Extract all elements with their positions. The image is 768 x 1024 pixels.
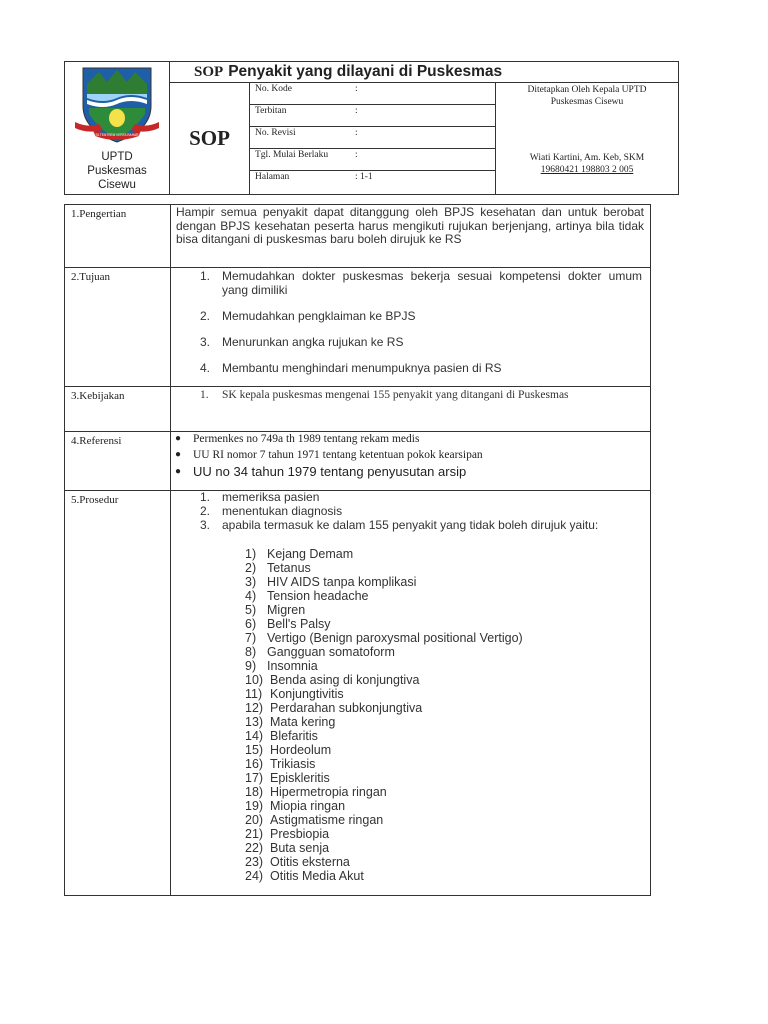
- meta-row-tanggal: [250, 149, 495, 171]
- logo-motto: TATA TENTREM KERTA RAHARJA: [91, 133, 143, 137]
- list-text: memeriksa pasien: [222, 490, 320, 504]
- signer: [496, 152, 678, 176]
- disease-number: 21): [245, 827, 264, 841]
- disease-name: Kejang Demam: [267, 547, 354, 561]
- disease-name: Presbiopia: [270, 827, 330, 841]
- list-text: Memudahkan dokter puskesmas bekerja sesuai kompetensi dokter umum yang dimiliki: [222, 269, 642, 297]
- list-text: apabila termasuk ke dalam 155 penyakit yang tidak boleh dirujuk yaitu:: [222, 518, 599, 532]
- meta-label: No. Revisi: [255, 128, 296, 138]
- bullet-icon: ●: [175, 466, 182, 477]
- row-kebijakan: [65, 387, 650, 432]
- title-prefix: SOP: [194, 64, 224, 80]
- disease-name: Konjungtivitis: [270, 687, 344, 701]
- disease-number: 8): [245, 645, 257, 659]
- meta-label: Halaman: [255, 172, 290, 182]
- disease-name: Migren: [267, 603, 306, 617]
- bullet-icon: ●: [175, 433, 182, 444]
- row-label: 4.Referensi: [71, 435, 122, 447]
- list-number: 2.: [200, 309, 211, 323]
- row-label-cell: [65, 387, 171, 431]
- disease-number: 2): [245, 561, 257, 575]
- regency-emblem-icon: [73, 64, 161, 144]
- disease-number: 20): [245, 813, 264, 827]
- disease-number: 9): [245, 659, 257, 673]
- disease-name: Tension headache: [267, 589, 369, 603]
- list-number: 3.: [200, 518, 211, 532]
- approval-line-2: Puskesmas Cisewu: [550, 97, 624, 107]
- disease-number: 17): [245, 771, 264, 785]
- list-number: 1.: [200, 389, 209, 401]
- meta-value: :: [355, 106, 358, 116]
- disease-name: Buta senja: [270, 841, 330, 855]
- approval-line-1: Ditetapkan Oleh Kepala UPTD: [527, 85, 647, 95]
- title-text: Penyakit yang dilayani di Puskesmas: [228, 63, 503, 80]
- row-label: 1.Pengertian: [71, 208, 127, 220]
- row-pengertian: [65, 205, 650, 268]
- bullet-icon: ●: [175, 449, 182, 460]
- disease-name: Episkleritis: [270, 771, 330, 785]
- disease-number: 14): [245, 729, 264, 743]
- meta-value: :: [355, 128, 358, 138]
- list-number: 1.: [200, 269, 211, 283]
- list-text: menentukan diagnosis: [222, 504, 343, 518]
- meta-value: :: [355, 84, 358, 94]
- list-number: 3.: [200, 335, 211, 349]
- approval-block: [496, 83, 678, 194]
- meta-label: Terbitan: [255, 106, 287, 116]
- title-cell: [170, 62, 678, 83]
- approval-title: [496, 84, 678, 108]
- disease-name: Hordeolum: [270, 743, 332, 757]
- disease-number: 23): [245, 855, 264, 869]
- row-referensi: [65, 432, 650, 491]
- row-label: 3.Kebijakan: [71, 390, 125, 402]
- list-number: 1.: [200, 490, 211, 504]
- meta-row-terbitan: [250, 105, 495, 127]
- disease-name: Bell's Palsy: [267, 617, 331, 631]
- row-label-cell: [65, 205, 171, 267]
- org-line-1: UPTD: [101, 151, 133, 163]
- signer-name: Wiati Kartini, Am. Keb, SKM: [529, 153, 645, 163]
- meta-row-revisi: [250, 127, 495, 149]
- list-text: Menurunkan angka rujukan ke RS: [222, 335, 404, 349]
- disease-name: Benda asing di konjungtiva: [270, 673, 420, 687]
- row-label-cell: [65, 432, 171, 490]
- list-number: 4.: [200, 361, 211, 375]
- meta-value: : 1-1: [355, 172, 373, 182]
- disease-number: 15): [245, 743, 264, 757]
- document-header: [64, 61, 679, 195]
- list-text: SK kepala puskesmas mengenai 155 penyakit yang ditangani di Puskesmas: [222, 389, 569, 401]
- disease-name: Tetanus: [267, 561, 311, 575]
- row-label: 2.Tujuan: [71, 271, 111, 283]
- sop-cell: [170, 83, 250, 194]
- row-label: 5.Prosedur: [71, 494, 119, 506]
- meta-table: [250, 83, 496, 194]
- disease-name: Otitis Media Akut: [270, 869, 364, 883]
- disease-number: 1): [245, 547, 257, 561]
- disease-number: 12): [245, 701, 264, 715]
- list-number: 2.: [200, 504, 211, 518]
- disease-number: 19): [245, 799, 264, 813]
- disease-name: Hipermetropia ringan: [270, 785, 387, 799]
- disease-name: Otitis eksterna: [270, 855, 350, 869]
- signer-nip: 19680421 198803 2 005: [540, 165, 634, 175]
- disease-number: 10): [245, 673, 264, 687]
- logo-cell: [65, 62, 170, 194]
- organization-name: [65, 150, 169, 192]
- row-prosedur: [65, 491, 650, 895]
- disease-name: Vertigo (Benign paroxysmal positional Vertigo): [267, 631, 523, 645]
- disease-number: 11): [245, 687, 263, 701]
- row-label-cell: [65, 268, 171, 386]
- meta-value: :: [355, 150, 358, 160]
- disease-name: HIV AIDS tanpa komplikasi: [267, 575, 417, 589]
- disease-number: 24): [245, 869, 264, 883]
- list-text: Memudahkan pengklaiman ke BPJS: [222, 309, 416, 323]
- list-text: UU RI nomor 7 tahun 1971 tentang ketentuan pokok kearsipan: [193, 449, 483, 461]
- disease-number: 5): [245, 603, 257, 617]
- disease-name: Blefaritis: [270, 729, 318, 743]
- meta-row-kode: [250, 83, 495, 105]
- disease-number: 3): [245, 575, 257, 589]
- disease-name: Perdarahan subkonjungtiva: [270, 701, 423, 715]
- document-title: [194, 62, 502, 82]
- list-text: UU no 34 tahun 1979 tentang penyusutan arsip: [193, 464, 467, 479]
- disease-name: Trikiasis: [270, 757, 316, 771]
- disease-name: Astigmatisme ringan: [270, 813, 384, 827]
- meta-label: No. Kode: [255, 84, 292, 94]
- row-tujuan: [65, 268, 650, 387]
- org-line-3: Cisewu: [98, 179, 136, 191]
- disease-number: 22): [245, 841, 264, 855]
- disease-number: 6): [245, 617, 257, 631]
- disease-number: 18): [245, 785, 264, 799]
- disease-number: 16): [245, 757, 264, 771]
- row-label-cell: [65, 491, 171, 895]
- disease-number: 4): [245, 589, 257, 603]
- meta-label: Tgl. Mulai Berlaku: [255, 150, 329, 160]
- sop-content-table: [64, 204, 651, 896]
- disease-name: Insomnia: [267, 659, 318, 673]
- meta-row-halaman: [250, 171, 495, 192]
- disease-number: 13): [245, 715, 264, 729]
- org-line-2: Puskesmas: [87, 165, 147, 177]
- pengertian-text: Hampir semua penyakit dapat ditanggung oleh BPJS kesehatan dan untuk berobat dengan BPJS kesehatan peserta harus mengikuti rujukan berjenjang, artinya bila tidak bisa ditangani di puskesmas baru boleh dirujuk ke RS: [176, 205, 644, 247]
- disease-name: Miopia ringan: [270, 799, 346, 813]
- sop-label: SOP: [189, 126, 230, 150]
- list-text: Permenkes no 749a th 1989 tentang rekam medis: [193, 433, 420, 445]
- disease-number: 7): [245, 631, 257, 645]
- disease-name: Gangguan somatoform: [267, 645, 395, 659]
- list-text: Membantu menghindari menumpuknya pasien di RS: [222, 361, 502, 375]
- disease-name: Mata kering: [270, 715, 336, 729]
